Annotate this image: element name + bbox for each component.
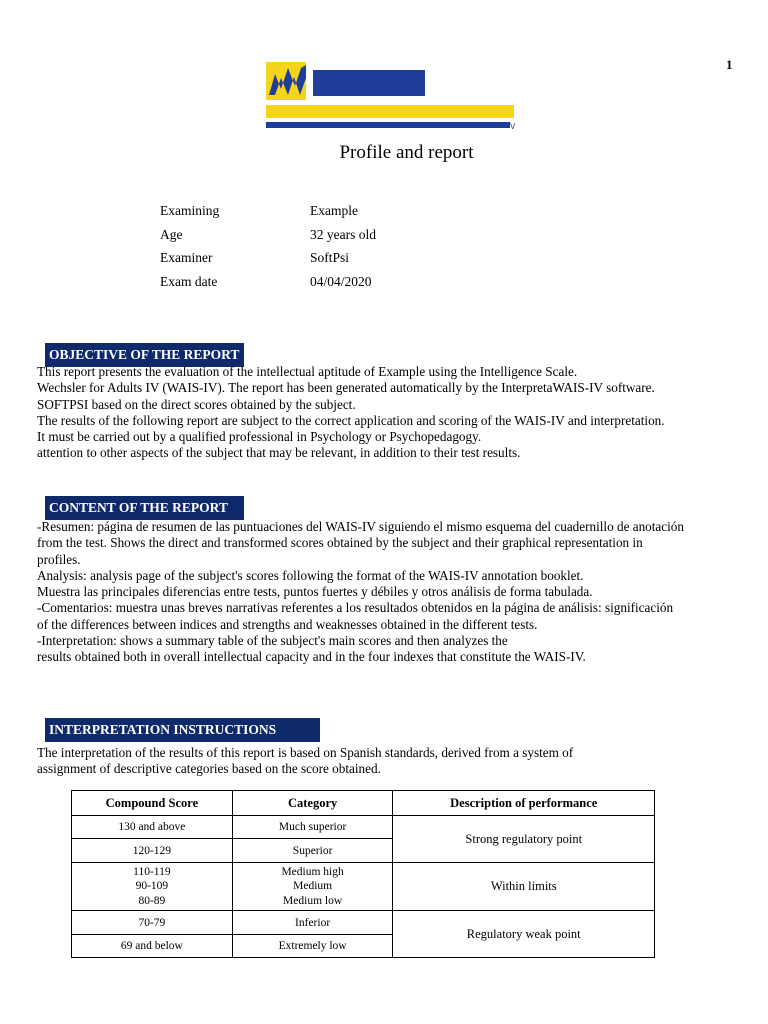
info-label: Examining	[160, 203, 220, 218]
page-title: Profile and report	[339, 142, 474, 163]
info-value: SoftPsi	[310, 250, 350, 266]
description-cell: Within limits	[393, 863, 655, 911]
text-line: attention to other aspects of the subject that may be relevant, in addition to their test results.	[37, 445, 521, 461]
objective-text	[37, 364, 665, 462]
text-line: results obtained both in overall intellectual capacity and in the four indexes that constitute the WAIS-IV.	[37, 649, 586, 665]
score-line: 110-119	[133, 865, 171, 878]
info-row	[160, 274, 376, 298]
text-line: Analysis: analysis page of the subject's scores following the format of the WAIS-IV annotation booklet.	[37, 567, 584, 583]
content-text	[37, 519, 684, 666]
score-cell: 120-129	[72, 839, 233, 863]
text-line: The interpretation of the results of this report is based on Spanish standards, derived from a system of	[37, 745, 574, 760]
column-header: Description of performance	[393, 791, 655, 816]
text-line: profiles.	[37, 551, 81, 567]
score-cell: 70-79	[72, 911, 233, 935]
text-line: -Interpretation: shows a summary table of the subject's main scores and then analyzes the	[37, 633, 508, 649]
page-number: 1	[726, 57, 733, 72]
description-cell: Regulatory weak point	[393, 911, 655, 958]
category-cell	[232, 863, 393, 911]
score-cell: 130 and above	[72, 816, 233, 839]
category-cell: Much superior	[232, 816, 393, 839]
category-line: Medium low	[283, 894, 343, 907]
objective-heading: OBJECTIVE OF THE REPORT	[45, 343, 244, 367]
category-cell: Inferior	[232, 911, 393, 935]
content-heading: CONTENT OF THE REPORT	[45, 496, 244, 520]
description-cell: Strong regulatory point	[393, 816, 655, 863]
text-line: The results of the following report are subject to the correct application and scoring of the WAIS-IV and interpretation.	[37, 412, 665, 428]
instructions-heading: INTERPRETATION INSTRUCTIONS	[45, 718, 320, 742]
text-line: from the test. Shows the direct and transformed scores obtained by the subject and their graphical representation in	[37, 535, 643, 551]
info-label: Examiner	[160, 250, 213, 266]
info-row	[160, 203, 376, 227]
table-header-row	[72, 791, 655, 816]
column-header: Category	[232, 791, 393, 816]
score-cell: 69 and below	[72, 935, 233, 958]
instructions-text	[37, 745, 573, 778]
table-row	[72, 911, 655, 935]
company-logo	[266, 62, 516, 130]
text-line: -Comentarios: muestra unas breves narrativas referentes a los resultados obtenidos en la página de análisis: significación	[37, 600, 674, 616]
score-line: 90-109	[135, 880, 169, 893]
exam-info	[160, 203, 376, 298]
score-line: 80-89	[138, 894, 166, 907]
table-row	[72, 863, 655, 911]
score-category-table	[71, 790, 655, 958]
text-line: Wechsler for Adults IV (WAIS-IV). The report has been generated automatically by the InterpretaWAIS-IV software.	[37, 380, 655, 396]
info-value: 32 years old	[310, 226, 376, 242]
text-line: It must be carried out by a qualified professional in Psychology or Psychopedagogy.	[37, 429, 482, 445]
text-line: SOFTPSI based on the direct scores obtained by the subject.	[37, 396, 356, 412]
score-cell	[72, 863, 233, 911]
category-line: Medium	[293, 880, 333, 893]
info-value: 04/04/2020	[310, 274, 372, 290]
category-cell: Superior	[232, 839, 393, 863]
column-header: Compound Score	[72, 791, 233, 816]
text-line: assignment of descriptive categories based on the score obtained.	[37, 761, 381, 777]
info-label: Exam date	[160, 274, 218, 290]
text-line: -Resumen: página de resumen de las puntuaciones del WAIS-IV siguiendo el mismo esquema del cuadernillo de anotación	[37, 519, 684, 534]
text-line: This report presents the evaluation of the intellectual aptitude of Example using the Intelligence Scale.	[37, 364, 578, 379]
category-line: Medium high	[281, 865, 344, 878]
svg-text:V: V	[510, 122, 516, 130]
info-label: Age	[160, 226, 183, 242]
table-row	[72, 816, 655, 839]
category-cell: Extremely low	[232, 935, 393, 958]
text-line: Muestra las principales diferencias entre tests, puntos fuertes y débiles y otros análisis de forma tabulada.	[37, 584, 593, 600]
info-row	[160, 250, 376, 274]
info-row	[160, 227, 376, 251]
info-value: Example	[310, 203, 358, 218]
text-line: of the differences between indices and strengths and weaknesses obtained in the different tests.	[37, 616, 538, 632]
